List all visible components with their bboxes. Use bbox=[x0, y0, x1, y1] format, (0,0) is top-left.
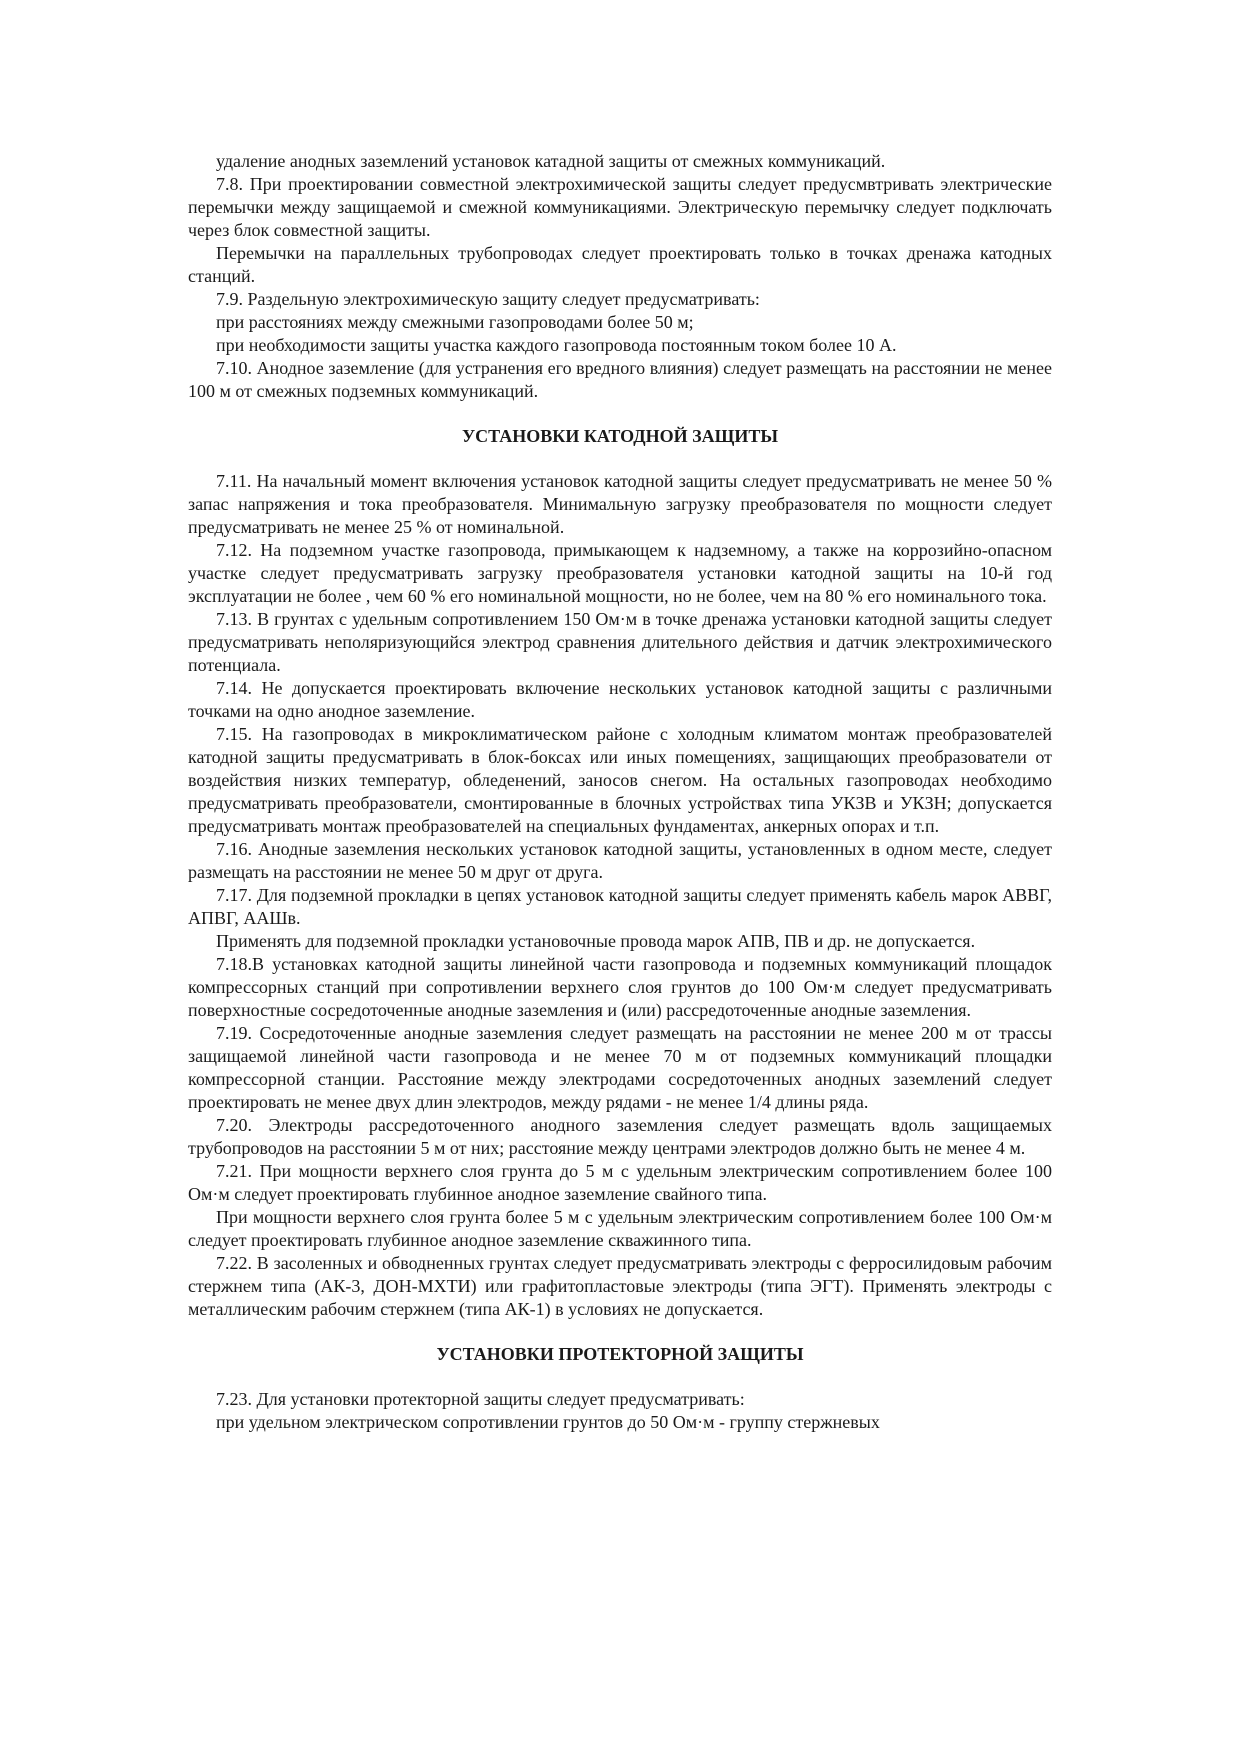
paragraph: при расстояниях между смежными газопроводами более 50 м; bbox=[216, 312, 694, 332]
paragraph: 7.9. Раздельную электрохимическую защиту следует предусматривать: bbox=[216, 289, 760, 309]
document-page bbox=[188, 150, 1052, 1434]
paragraph: 7.12. На подземном участке газопровода, примыкающем к надземному, а также на коррозийно-опасном участке следует предусматривать загрузку преобразователя установки катодной защиты на 10-й год эксплуатации не более , чем 60 % его номинальной мощности, но не более, чем на 80 % его номинального тока. bbox=[188, 540, 1052, 606]
paragraph: 7.22. В засоленных и обводненных грунтах следует предусматривать электроды с ферросилидовым рабочим стержнем типа (АК-3, ДОН-МХТИ) или графитопластовые электроды (типа ЭГТ). Применять электроды с металлическим рабочим стержнем (типа АК-1) в условиях не допускается. bbox=[188, 1253, 1052, 1319]
section-heading: УСТАНОВКИ ПРОТЕКТОРНОЙ ЗАЩИТЫ bbox=[436, 1344, 804, 1364]
paragraph: 7.15. На газопроводах в микроклиматическом районе с холодным климатом монтаж преобразователей катодной защиты предусматривать в блок-боксах или иных помещениях, защищающих преобразователи от воздействия низких температур, обледенений, заносов снегом. На остальных газопроводах необходимо предусматривать преобразователи, смонтированные в блочных устройствах типа УКЗВ и УКЗН; допускается предусматривать монтаж преобразователей на специальных фундаментах, анкерных опорах и т.п. bbox=[188, 724, 1052, 836]
section-heading: УСТАНОВКИ КАТОДНОЙ ЗАЩИТЫ bbox=[461, 426, 779, 446]
paragraph: Применять для подземной прокладки установочные провода марок АПВ, ПВ и др. не допускается. bbox=[216, 931, 976, 951]
paragraph: 7.8. При проектировании совместной электрохимической защиты следует предусмвтривать электрические перемычки между защищаемой и смежной коммуникациями. Электрическую перемычку следует подключать через блок совместной защиты. bbox=[188, 174, 1052, 240]
paragraph: 7.10. Анодное заземление (для устранения его вредного влияния) следует размещать на расстоянии не менее 100 м от смежных подземных коммуникаций. bbox=[188, 358, 1052, 401]
paragraph: 7.13. В грунтах с удельным сопротивлением 150 Ом·м в точке дренажа установки катодной защиты следует предусматривать неполяризующийся электрод сравнения длительного действия и датчик электрохимического потенциала. bbox=[188, 609, 1052, 675]
paragraph: 7.11. На начальный момент включения установок катодной защиты следует предусматривать не менее 50 % запас напряжения и тока преобразователя. Минимальную загрузку преобразователя по мощности следует предусматривать не менее 25 % от номинальной. bbox=[188, 471, 1052, 537]
paragraph: при необходимости защиты участка каждого газопровода постоянным током более 10 А. bbox=[216, 335, 897, 355]
paragraph: 7.18.В установках катодной защиты линейной части газопровода и подземных коммуникаций площадок компрессорных станций при сопротивлении верхнего слоя грунтов до 100 Ом·м следует предусматривать поверхностные сосредоточенные анодные заземления и (или) рассредоточенные анодные заземления. bbox=[188, 954, 1052, 1020]
paragraph: 7.19. Сосредоточенные анодные заземления следует размещать на расстоянии не менее 200 м от трассы защищаемой линейной части газопровода и не менее 70 м от подземных коммуникаций площадки компрессорной станции. Расстояние между электродами сосредоточенных анодных заземлений следует проектировать не менее двух длин электродов, между рядами - не менее 1/4 длины ряда. bbox=[188, 1023, 1052, 1112]
paragraph: 7.17. Для подземной прокладки в цепях установок катодной защиты следует применять кабель марок АВВГ, АПВГ, ААШв. bbox=[188, 885, 1052, 928]
paragraph: 7.16. Анодные заземления нескольких установок катодной защиты, установленных в одном месте, следует размещать на расстоянии не менее 50 м друг от друга. bbox=[188, 839, 1052, 882]
paragraph: Перемычки на параллельных трубопроводах следует проектировать только в точках дренажа катодных станций. bbox=[188, 243, 1052, 286]
paragraph: при удельном электрическом сопротивлении грунтов до 50 Ом·м - группу стержневых bbox=[216, 1412, 880, 1432]
paragraph: удаление анодных заземлений установок катадной защиты от смежных коммуникаций. bbox=[216, 151, 886, 171]
paragraph: При мощности верхнего слоя грунта более 5 м с удельным электрическим сопротивлением более 100 Ом·м следует проектировать глубинное анодное заземление скважинного типа. bbox=[188, 1207, 1052, 1250]
paragraph: 7.21. При мощности верхнего слоя грунта до 5 м с удельным электрическим сопротивлением более 100 Ом·м следует проектировать глубинное анодное заземление свайного типа. bbox=[188, 1161, 1052, 1204]
paragraph: 7.20. Электроды рассредоточенного анодного заземления следует размещать вдоль защищаемых трубопроводов на расстоянии 5 м от них; расстояние между центрами электродов должно быть не менее 4 м. bbox=[188, 1115, 1052, 1158]
paragraph: 7.14. Не допускается проектировать включение нескольких установок катодной защиты с различными точками на одно анодное заземление. bbox=[188, 678, 1052, 721]
paragraph: 7.23. Для установки протекторной защиты следует предусматривать: bbox=[216, 1389, 745, 1409]
